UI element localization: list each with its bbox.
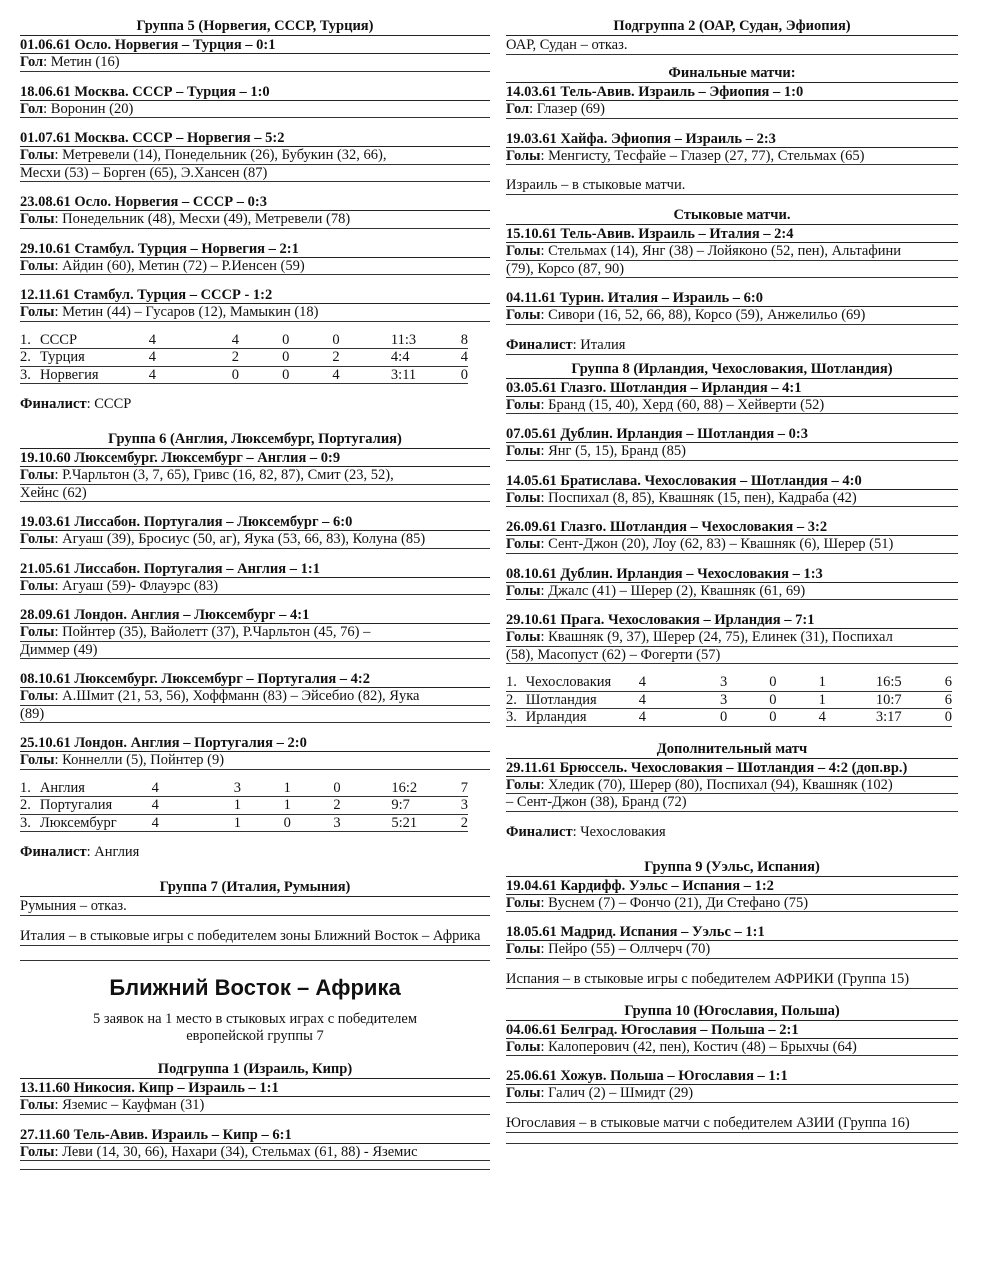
scorers-text: Месхи (53) – Борген (65), Э.Хансен (87) <box>20 164 268 181</box>
match-title: 04.06.61 Белград. Югославия – Польша – 2:1 <box>506 1022 958 1039</box>
scorers-text: : Пойнтер (35), Вайолетт (37), Р.Чарльтон (45, 76) – <box>54 624 371 640</box>
finalist <box>506 824 958 841</box>
spacer <box>506 989 958 1003</box>
scorers-text: : Бранд (15, 40), Херд (60, 88) – Хейверти (52) <box>540 396 825 413</box>
standings-cell: Шотландия <box>526 691 639 709</box>
match-title: 04.11.61 Турин. Италия – Израиль – 6:0 <box>506 290 958 307</box>
scorers-text: : Джалс (41) – Шерер (2), Квашняк (61, 69) <box>540 582 806 599</box>
match-title: 29.11.61 Брюссель. Чехословакия – Шотландия – 4:2 (доп.вр.) <box>506 760 958 777</box>
match-title: 27.11.60 Тель-Авив. Израиль – Кипр – 6:1 <box>20 1127 490 1144</box>
scorers-label: Голы <box>506 582 541 599</box>
match-title: 18.05.61 Мадрид. Испания – Уэльс – 1:1 <box>506 924 958 941</box>
standings-cell: 4 <box>232 332 282 349</box>
left-column <box>20 18 490 1170</box>
standings-cell: 2 <box>333 797 391 815</box>
scorers-text: : Квашняк (9, 37), Шерер (24, 75), Елинек (31), Поспихал <box>540 629 893 645</box>
standings-cell: 4 <box>639 709 720 727</box>
standings-cell: 4 <box>152 797 234 815</box>
group-header: Группа 7 (Италия, Румыния) <box>20 879 490 897</box>
scorers-line <box>20 101 490 119</box>
standings-cell: Люксембург <box>40 814 152 832</box>
standings-cell: 3 <box>333 814 391 832</box>
standings-cell: 3. <box>20 366 40 384</box>
scorers-label: Голы <box>20 752 55 768</box>
scorers-label: Голы <box>20 1143 55 1160</box>
scorers-label: Голы <box>506 147 541 164</box>
scorers-text: : Стельмах (14), Янг (38) – Лойяконо (52, пен), Альтафини <box>540 243 902 259</box>
scorers-line <box>506 629 958 647</box>
group-header: Группа 5 (Норвегия, СССР, Турция) <box>20 18 490 36</box>
match-title: 01.07.61 Москва. СССР – Норвегия – 5:2 <box>20 130 490 147</box>
standings-cell: 16:5 <box>876 674 941 691</box>
standings-row <box>20 366 468 384</box>
scorers-label: Голы <box>506 629 541 645</box>
scorers-line <box>20 211 490 229</box>
standings-cell: 0 <box>282 366 332 384</box>
standings-cell: 3 <box>720 691 769 709</box>
standings-row <box>20 797 468 815</box>
standings-cell: 3. <box>506 709 526 727</box>
standings-cell: 0 <box>769 691 818 709</box>
scorers-line <box>20 467 490 485</box>
scorers-label: Гол <box>20 54 44 70</box>
scorers-line <box>506 397 958 415</box>
group-header: Подгруппа 1 (Израиль, Кипр) <box>20 1061 490 1079</box>
scorers-text: : Поспихал (8, 85), Квашняк (15, пен), Кадраба (42) <box>540 489 857 506</box>
scorers-label: Голы <box>506 443 541 459</box>
scorers-line <box>506 101 958 119</box>
scorers-label: Голы <box>506 776 541 793</box>
scorers-line <box>506 895 958 913</box>
match-title: 29.10.61 Прага. Чехословакия – Ирландия – 7:1 <box>506 612 958 629</box>
match-title: 12.11.61 Стамбул. Турция – СССР - 1:2 <box>20 287 490 304</box>
standings-cell: 5:21 <box>391 814 457 832</box>
standings-cell: 3 <box>720 674 769 691</box>
match-title: 19.04.61 Кардифф. Уэльс – Испания – 1:2 <box>506 878 958 895</box>
scorers-line <box>20 304 490 322</box>
match-title: 23.08.61 Осло. Норвегия – СССР – 0:3 <box>20 194 490 211</box>
finalist-value: : Италия <box>572 336 626 353</box>
standings-cell: 4 <box>457 349 468 367</box>
standings-cell: 0 <box>333 780 391 797</box>
standings-cell: 16:2 <box>391 780 457 797</box>
scorers-text: (79), Корсо (87, 90) <box>506 260 625 277</box>
scorers-label: Голы <box>20 467 55 483</box>
scorers-line <box>20 1144 490 1162</box>
scorers-label: Голы <box>506 243 541 259</box>
scorers-text: : Метревели (14), Понедельник (26), Бубукин (32, 66), <box>54 147 387 163</box>
scorers-line <box>506 941 958 959</box>
scorers-label: Голы <box>20 304 55 320</box>
scorers-label: Гол <box>20 100 44 117</box>
scorers-line <box>506 490 958 508</box>
zone-title: Ближний Восток – Африка <box>109 975 401 1000</box>
scorers-line <box>506 148 958 166</box>
standings-cell: 3 <box>457 797 468 815</box>
scorers-text: : Р.Чарльтон (3, 7, 65), Гривс (16, 82, 87), Смит (23, 52), <box>54 467 394 483</box>
standings-cell: 1 <box>284 780 334 797</box>
scorers-text: : Сент-Джон (20), Лоу (62, 83) – Квашняк (6), Шерер (51) <box>540 536 894 552</box>
scorers-line <box>506 1085 958 1103</box>
scorers-text: Хейнс (62) <box>20 484 87 501</box>
standings-cell: 4 <box>149 349 232 367</box>
scorers-line <box>506 794 958 812</box>
scorers-line <box>506 307 958 325</box>
scorers-text: : Леви (14, 30, 66), Нахари (34), Стельмах (61, 88) - Яземис <box>54 1143 418 1160</box>
finalist-label: Финалист <box>20 396 87 412</box>
scorers-line <box>20 752 490 770</box>
standings-cell: 4 <box>149 332 232 349</box>
standings-row <box>506 691 952 709</box>
scorers-text: : Коннелли (5), Пойнтер (9) <box>54 752 225 768</box>
scorers-line <box>506 443 958 461</box>
scorers-text: : Агуаш (59)- Флауэрс (83) <box>54 577 219 594</box>
group-header: Группа 10 (Югославия, Польша) <box>506 1003 958 1021</box>
scorers-text: (89) <box>20 705 45 722</box>
scorers-label: Голы <box>20 1097 55 1113</box>
note: Румыния – отказ. <box>20 898 490 916</box>
standings-cell: 0 <box>232 366 282 384</box>
match-title: 29.10.61 Стамбул. Турция – Норвегия – 2:1 <box>20 241 490 258</box>
scorers-text: : Менгисту, Тесфайе – Глазер (27, 77), Стельмах (65) <box>540 147 865 164</box>
standings-cell: 0 <box>720 709 769 727</box>
group-header: Группа 8 (Ирландия, Чехословакия, Шотландия) <box>506 361 958 379</box>
standings-cell: 0 <box>769 709 818 727</box>
standings-cell: 0 <box>457 366 468 384</box>
scorers-line <box>20 165 490 183</box>
scorers-label: Голы <box>506 536 541 552</box>
match-title: 18.06.61 Москва. СССР – Турция – 1:0 <box>20 84 490 101</box>
match-title: 14.03.61 Тель-Авив. Израиль – Эфиопия – 1:0 <box>506 84 958 101</box>
standings-cell: 1 <box>819 691 876 709</box>
scorers-line <box>20 1097 490 1115</box>
scorers-text: : Хледик (70), Шерер (80), Поспихал (94), Квашняк (102) <box>540 776 893 793</box>
divider <box>506 1143 958 1144</box>
divider <box>20 1169 490 1170</box>
group-header: Группа 9 (Уэльс, Испания) <box>506 859 958 877</box>
scorers-label: Голы <box>506 894 541 911</box>
standings-table <box>20 332 468 385</box>
scorers-text: : Метин (44) – Гусаров (12), Мамыкин (18) <box>54 304 319 320</box>
standings-cell: 11:3 <box>391 332 457 349</box>
scorers-line <box>20 688 490 706</box>
scorers-text: : Воронин (20) <box>43 100 134 117</box>
note: Италия – в стыковые игры с победителем зоны Ближний Восток – Африка <box>20 928 490 946</box>
finalist-value: : Чехословакия <box>572 823 666 840</box>
finalist-label: Финалист <box>506 336 573 353</box>
standings-cell: Португалия <box>40 797 152 815</box>
scorers-text: : Янг (5, 15), Бранд (85) <box>540 443 686 459</box>
scorers-label: Голы <box>506 1038 541 1055</box>
scorers-line <box>20 706 490 724</box>
finalist-value: : СССР <box>86 396 132 412</box>
scorers-text: : Калоперович (42, пен), Костич (48) – Брыхчы (64) <box>540 1038 857 1055</box>
scorers-label: Голы <box>506 307 541 323</box>
standings-cell: 1. <box>20 780 40 797</box>
scorers-label: Голы <box>506 396 541 413</box>
standings-cell: 8 <box>457 332 468 349</box>
standings-cell: 4 <box>152 814 234 832</box>
match-title: 08.10.61 Люксембург. Люксембург – Португалия – 4:2 <box>20 671 490 688</box>
scorers-text: : Сивори (16, 52, 66, 88), Корсо (59), Анжелильо (69) <box>540 307 866 323</box>
standings-cell: 6 <box>941 674 952 691</box>
standings-cell: 1 <box>234 814 284 832</box>
scorers-text: : Метин (16) <box>43 54 120 70</box>
standings-cell: 7 <box>457 780 468 797</box>
standings-row <box>20 814 468 832</box>
scorers-line <box>20 624 490 642</box>
standings-table <box>20 780 468 833</box>
standings-cell: 3:17 <box>876 709 941 727</box>
scorers-line <box>506 583 958 601</box>
match-title: 07.05.61 Дублин. Ирландия – Шотландия – 0:3 <box>506 426 958 443</box>
match-title: 01.06.61 Осло. Норвегия – Турция – 0:1 <box>20 37 490 54</box>
note: Югославия – в стыковые матчи с победителем АЗИИ (Группа 16) <box>506 1115 958 1133</box>
group-header: Стыковые матчи. <box>506 207 958 225</box>
match-title: 21.05.61 Лиссабон. Португалия – Англия – 1:1 <box>20 561 490 578</box>
standings-cell: Англия <box>40 780 152 797</box>
scorers-line <box>20 147 490 165</box>
group-header: Дополнительный матч <box>506 741 958 759</box>
scorers-line <box>20 578 490 596</box>
scorers-line <box>506 536 958 554</box>
standings-cell: 4 <box>639 674 720 691</box>
standings-row <box>20 780 468 797</box>
standings-cell: 4 <box>639 691 720 709</box>
standings-cell: Чехословакия <box>526 674 639 691</box>
standings-cell: 1. <box>506 674 526 691</box>
scorers-label: Голы <box>20 688 55 704</box>
match-title: 19.10.60 Люксембург. Люксембург – Англия – 0:9 <box>20 450 490 467</box>
finalist-label: Финалист <box>506 823 573 840</box>
match-title: 13.11.60 Никосия. Кипр – Израиль – 1:1 <box>20 1080 490 1097</box>
standings-cell: 4 <box>819 709 876 727</box>
standings-cell: 2 <box>232 349 282 367</box>
note: Израиль – в стыковые матчи. <box>506 177 958 195</box>
standings-cell: 3 <box>234 780 284 797</box>
standings-cell: Ирландия <box>526 709 639 727</box>
standings-row <box>506 674 952 691</box>
standings-cell: 0 <box>284 814 334 832</box>
scorers-line <box>20 531 490 549</box>
match-title: 08.10.61 Дублин. Ирландия – Чехословакия – 1:3 <box>506 566 958 583</box>
scorers-text: – Сент-Джон (38), Бранд (72) <box>506 794 687 810</box>
standings-row <box>20 349 468 367</box>
standings-cell: 2. <box>20 797 40 815</box>
standings-cell: 1. <box>20 332 40 349</box>
scorers-label: Голы <box>20 147 55 163</box>
standings-cell: 0 <box>282 332 332 349</box>
scorers-line <box>506 261 958 279</box>
standings-cell: 1 <box>819 674 876 691</box>
scorers-line <box>20 485 490 503</box>
scorers-text: : А.Шмит (21, 53, 56), Хоффманн (83) – Эйсебио (82), Яука <box>54 688 420 704</box>
scorers-text: : Понедельник (48), Месхи (49), Метревели (78) <box>54 211 351 227</box>
scorers-text: : Агуаш (39), Бросиус (50, аг), Яука (53, 66, 83), Колуна (85) <box>54 531 426 547</box>
standings-cell: 4:4 <box>391 349 457 367</box>
scorers-text: : Айдин (60), Метин (72) – Р.Иенсен (59) <box>54 257 305 274</box>
standings-cell: 2. <box>506 691 526 709</box>
group-header: Подгруппа 2 (ОАР, Судан, Эфиопия) <box>506 18 958 36</box>
scorers-label: Голы <box>506 941 541 957</box>
standings-cell: 1 <box>284 797 334 815</box>
finalist <box>20 844 490 861</box>
match-title: 15.10.61 Тель-Авив. Израиль – Италия – 2:4 <box>506 226 958 243</box>
match-title: 03.05.61 Глазго. Шотландия – Ирландия – 4:1 <box>506 380 958 397</box>
divider <box>20 960 490 961</box>
spacer <box>506 195 958 207</box>
group-header: Финальные матчи: <box>506 65 958 83</box>
match-title: 28.09.61 Лондон. Англия – Люксембург – 4:1 <box>20 607 490 624</box>
scorers-line <box>20 642 490 660</box>
scorers-line <box>506 777 958 795</box>
standings-table <box>506 674 952 727</box>
standings-cell: 2 <box>457 814 468 832</box>
scorers-label: Голы <box>20 624 55 640</box>
match-title: 19.03.61 Лиссабон. Португалия – Люксембург – 6:0 <box>20 514 490 531</box>
scorers-text: : Яземис – Кауфман (31) <box>54 1097 205 1113</box>
scorers-text: : Глазер (69) <box>529 101 605 117</box>
group-header: Группа 6 (Англия, Люксембург, Португалия) <box>20 431 490 449</box>
standings-cell: 6 <box>941 691 952 709</box>
note: ОАР, Судан – отказ. <box>506 37 958 55</box>
standings-cell: 4 <box>332 366 391 384</box>
standings-cell: 0 <box>332 332 391 349</box>
scorers-text: : Пейро (55) – Оллчерч (70) <box>540 941 711 957</box>
scorers-label: Голы <box>20 257 55 274</box>
scorers-text: : Вуснем (7) – Фончо (21), Ди Стефано (75) <box>540 894 809 911</box>
standings-cell: Турция <box>40 349 149 367</box>
note: Испания – в стыковые игры с победителем АФРИКИ (Группа 15) <box>506 971 958 989</box>
finalist-value: : Англия <box>86 844 140 860</box>
standings-cell: 1 <box>234 797 284 815</box>
scorers-label: Голы <box>20 577 55 594</box>
standings-cell: 2. <box>20 349 40 367</box>
zone-subtitle: 5 заявок на 1 место в стыковых играх с победителем европейской группы 7 <box>92 1011 418 1044</box>
standings-cell: Норвегия <box>40 366 149 384</box>
standings-cell: 2 <box>332 349 391 367</box>
standings-cell: 10:7 <box>876 691 941 709</box>
standings-cell: 4 <box>149 366 232 384</box>
spacer <box>506 55 958 65</box>
match-title: 26.09.61 Глазго. Шотландия – Чехословакия – 3:2 <box>506 519 958 536</box>
standings-cell: 0 <box>769 674 818 691</box>
scorers-label: Голы <box>506 489 541 506</box>
finalist-label: Финалист <box>20 844 87 860</box>
standings-cell: 0 <box>941 709 952 727</box>
scorers-line <box>506 1039 958 1057</box>
scorers-label: Голы <box>20 211 55 227</box>
standings-cell: 9:7 <box>391 797 457 815</box>
finalist <box>506 337 958 355</box>
standings-row <box>506 709 952 727</box>
scorers-text: : Галич (2) – Шмидт (29) <box>540 1085 694 1101</box>
right-column <box>506 18 958 1144</box>
scorers-label: Голы <box>20 531 55 547</box>
scorers-text: Диммер (49) <box>20 641 98 658</box>
match-title: 25.06.61 Хожув. Польша – Югославия – 1:1 <box>506 1068 958 1085</box>
scorers-line <box>20 54 490 72</box>
match-title: 14.05.61 Братислава. Чехословакия – Шотландия – 4:0 <box>506 473 958 490</box>
scorers-label: Гол <box>506 101 530 117</box>
standings-cell: 3:11 <box>391 366 457 384</box>
standings-row <box>20 332 468 349</box>
scorers-line <box>506 243 958 261</box>
spacer <box>506 727 958 741</box>
scorers-label: Голы <box>506 1085 541 1101</box>
scorers-line <box>506 647 958 665</box>
standings-cell: 4 <box>152 780 234 797</box>
match-title: 19.03.61 Хайфа. Эфиопия – Израиль – 2:3 <box>506 131 958 148</box>
scorers-line <box>20 258 490 276</box>
standings-cell: СССР <box>40 332 149 349</box>
finalist <box>20 396 490 413</box>
standings-cell: 3. <box>20 814 40 832</box>
standings-cell: 0 <box>282 349 332 367</box>
scorers-text: (58), Масопуст (62) – Фогерти (57) <box>506 646 721 663</box>
match-title: 25.10.61 Лондон. Англия – Португалия – 2:0 <box>20 735 490 752</box>
